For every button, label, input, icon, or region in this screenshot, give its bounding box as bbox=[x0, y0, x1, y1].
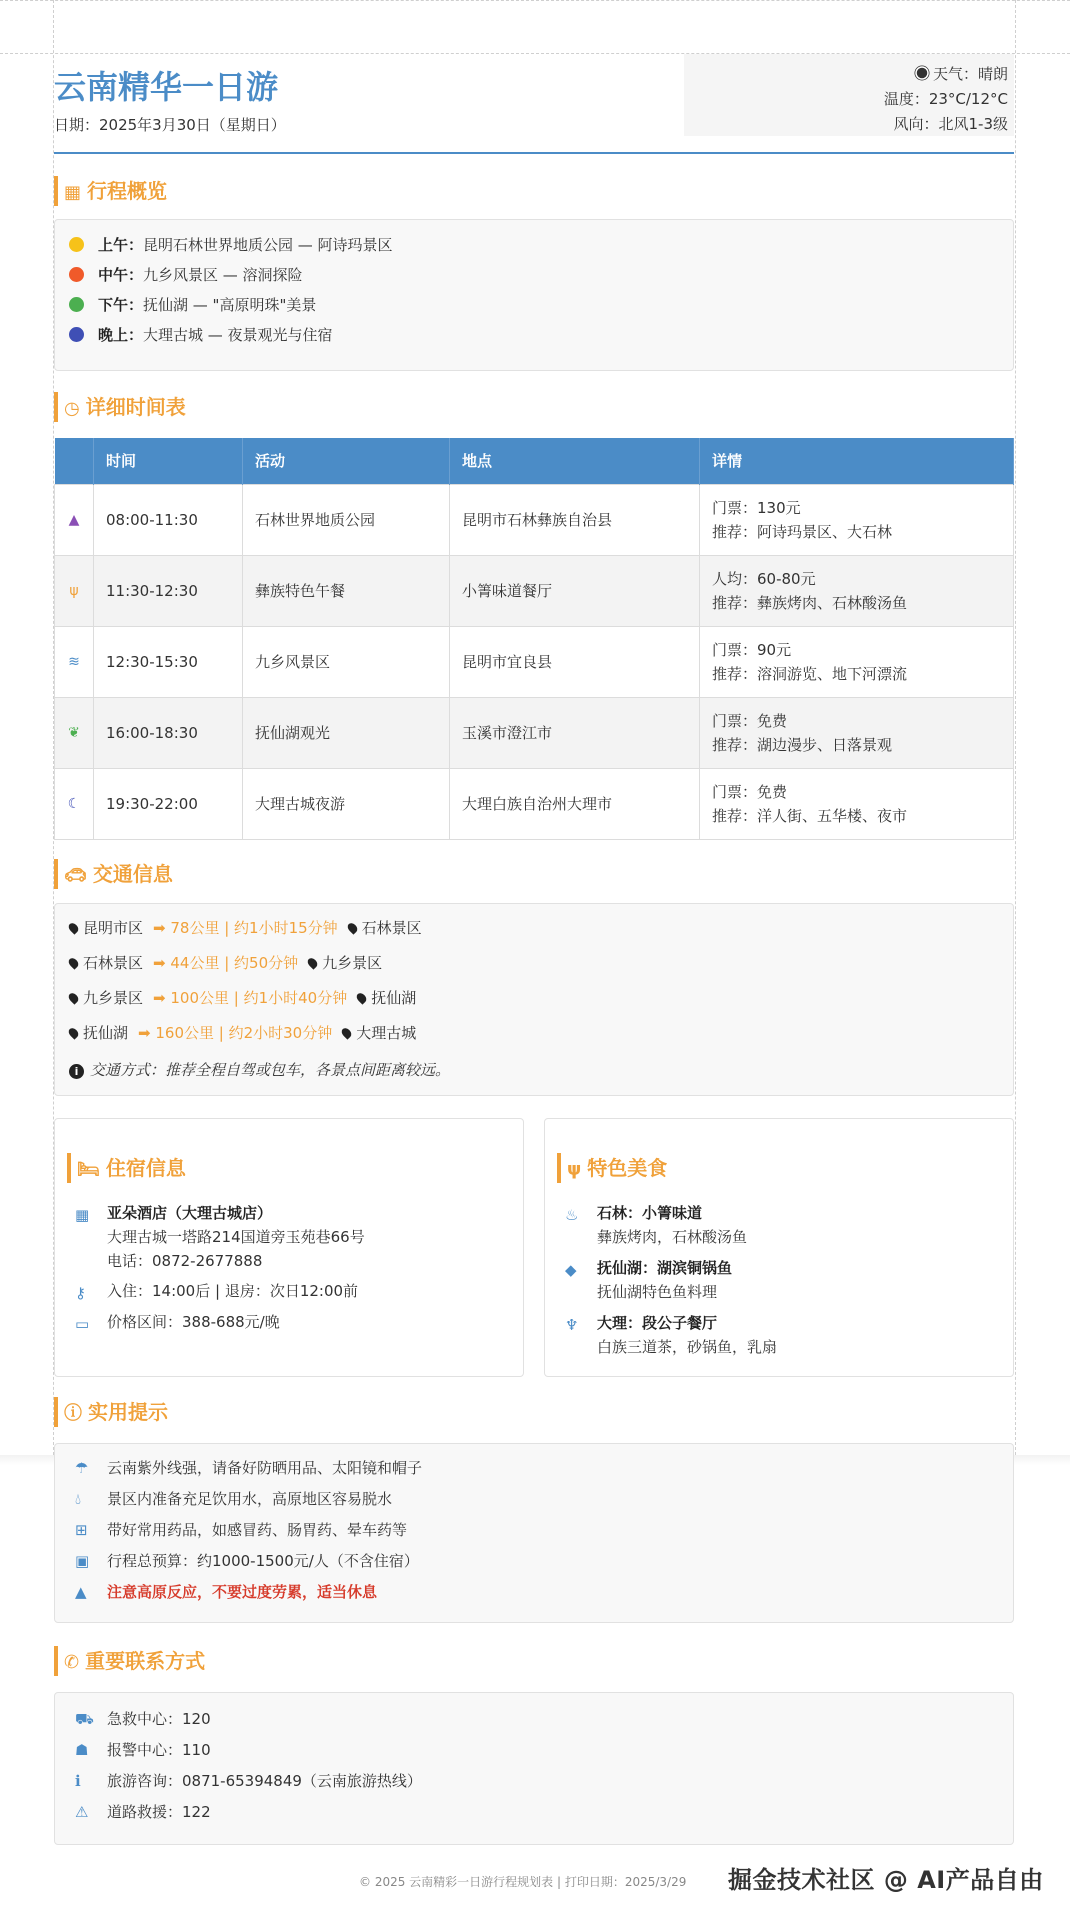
map-pin-icon bbox=[67, 921, 80, 934]
food-heading: ψ 特色美食 bbox=[557, 1153, 667, 1183]
row-location: 玉溪市澄江市 bbox=[450, 697, 700, 768]
hotel-address: 大理古城一塔路214国道旁玉苑巷66号 bbox=[107, 1228, 365, 1246]
row-detail: 门票：免费 推荐：洋人街、五华楼、夜市 bbox=[700, 768, 1014, 839]
table-header: 时间 bbox=[94, 438, 243, 484]
row-detail: 门票：90元 推荐：溶洞游览、地下河漂流 bbox=[700, 626, 1014, 697]
map-pin-icon bbox=[67, 956, 80, 969]
contact-item: ℹ 旅游咨询：0871-65394849（云南旅游热线） bbox=[75, 1769, 422, 1793]
hotel-info bbox=[75, 1201, 365, 1273]
car-icon: 🚗︎ bbox=[64, 865, 87, 886]
row-time: 19:30-22:00 bbox=[94, 768, 243, 839]
moon-icon: ☾ bbox=[67, 796, 81, 812]
clock-icon: ◷ bbox=[64, 398, 80, 419]
drumstick-icon: ♨ bbox=[565, 1206, 579, 1224]
tips-card bbox=[54, 1443, 1014, 1623]
water-drop-icon: 💧︎ bbox=[75, 1490, 82, 1508]
row-activity: 九乡风景区 bbox=[243, 626, 450, 697]
table-row bbox=[55, 768, 1014, 839]
map-pin-icon bbox=[67, 991, 80, 1004]
row-location: 大理白族自治州大理市 bbox=[450, 768, 700, 839]
info-icon: ℹ bbox=[75, 1772, 81, 1790]
overview-item: 晚上：大理古城 — 夜景观光与住宿 bbox=[69, 324, 333, 346]
lodging-heading: 🛏︎ 住宿信息 bbox=[67, 1153, 186, 1183]
row-location: 昆明市宜良县 bbox=[450, 626, 700, 697]
evening-dot-icon bbox=[69, 327, 84, 342]
map-pin-icon bbox=[340, 1026, 353, 1039]
car-crash-icon: ⚠ bbox=[75, 1803, 89, 1821]
food-card bbox=[544, 1118, 1014, 1377]
phone-icon: ✆ bbox=[64, 1652, 80, 1673]
mountain-icon: ▲ bbox=[68, 512, 80, 528]
ambulance-icon: ⛟ bbox=[75, 1710, 94, 1728]
noon-dot-icon bbox=[69, 267, 84, 282]
money-icon: ▣ bbox=[75, 1552, 90, 1570]
watermark: 掘金技术社区 @ AI产品自由 bbox=[728, 1866, 1044, 1894]
leaf-icon: ❦ bbox=[68, 725, 80, 741]
overview-card bbox=[54, 219, 1014, 371]
afternoon-dot-icon bbox=[69, 297, 84, 312]
overview-heading: ▦ 行程概览 bbox=[54, 176, 167, 206]
tip-item: ☂ 云南紫外线强，请备好防晒用品、太阳镜和帽子 bbox=[75, 1456, 422, 1480]
fish-icon: ◆ bbox=[565, 1261, 577, 1279]
utensils-icon: ψ bbox=[69, 583, 79, 599]
food-item: ◆ 抚仙湖：湖滨铜锅鱼 抚仙湖特色鱼料理 bbox=[565, 1259, 733, 1301]
calendar-icon: ▦ bbox=[64, 182, 82, 203]
table-header-row bbox=[55, 438, 1014, 484]
row-time: 11:30-12:30 bbox=[94, 555, 243, 626]
medkit-icon: ⊞ bbox=[75, 1521, 88, 1539]
row-activity: 彝族特色午餐 bbox=[243, 555, 450, 626]
price-info: ▭ 价格区间：388-688元/晚 bbox=[75, 1310, 280, 1334]
table-row bbox=[55, 697, 1014, 768]
hotel-phone: 电话：0872-2677888 bbox=[107, 1252, 263, 1270]
contacts-heading: ✆ 重要联系方式 bbox=[54, 1646, 205, 1676]
row-time: 12:30-15:30 bbox=[94, 626, 243, 697]
guide-line bbox=[0, 0, 1070, 1]
table-row bbox=[55, 555, 1014, 626]
credit-card-icon: ▭ bbox=[75, 1315, 90, 1333]
row-detail: 人均：60-80元 推荐：彝族烤肉、石林酸汤鱼 bbox=[700, 555, 1014, 626]
overview-item: 上午：昆明石林世界地质公园 — 阿诗玛景区 bbox=[69, 234, 393, 256]
route-row: 九乡景区 ➡ 100公里 | 约1小时40分钟 抚仙湖 bbox=[69, 986, 416, 1010]
tip-item: ⊞ 带好常用药品，如感冒药、肠胃药、晕车药等 bbox=[75, 1518, 407, 1542]
table-header: 详情 bbox=[700, 438, 1014, 484]
sun-icon bbox=[917, 68, 928, 79]
weather-box bbox=[684, 54, 1014, 136]
lodging-card bbox=[54, 1118, 524, 1377]
overview-item: 中午：九乡风景区 — 溶洞探险 bbox=[69, 264, 303, 286]
transport-heading: 🚗︎ 交通信息 bbox=[54, 859, 173, 889]
row-time: 08:00-11:30 bbox=[94, 484, 243, 555]
map-pin-icon bbox=[345, 921, 358, 934]
table-header: 活动 bbox=[243, 438, 450, 484]
table-header-icon bbox=[55, 438, 94, 484]
wind-text: 风向：北风1-3级 bbox=[893, 115, 1008, 133]
morning-dot-icon bbox=[69, 237, 84, 252]
table-row bbox=[55, 484, 1014, 555]
tip-item: 💧︎ 景区内准备充足饮用水，高原地区容易脱水 bbox=[75, 1487, 392, 1511]
row-detail: 门票：130元 推荐：阿诗玛景区、大石林 bbox=[700, 484, 1014, 555]
row-location: 小箐味道餐厅 bbox=[450, 555, 700, 626]
water-icon: ≋ bbox=[68, 654, 80, 670]
schedule-table bbox=[54, 438, 1014, 840]
row-location: 昆明市石林彝族自治县 bbox=[450, 484, 700, 555]
umbrella-icon: ☂ bbox=[75, 1459, 89, 1477]
footer: © 2025 云南精彩一日游行程规划表 | 打印日期：2025/3/29 bbox=[359, 1875, 687, 1889]
table-row bbox=[55, 626, 1014, 697]
utensils-icon: ψ bbox=[567, 1159, 582, 1180]
temperature-text: 温度：23°C/12°C bbox=[883, 90, 1008, 108]
bed-icon: 🛏︎ bbox=[77, 1159, 100, 1180]
table-header: 地点 bbox=[450, 438, 700, 484]
contact-item: ⚠ 道路救援：122 bbox=[75, 1800, 211, 1824]
row-detail: 门票：免费 推荐：湖边漫步、日落景观 bbox=[700, 697, 1014, 768]
route-row: 抚仙湖 ➡ 160公里 | 约2小时30分钟 大理古城 bbox=[69, 1021, 416, 1045]
header bbox=[54, 54, 1014, 154]
info-icon: ⓘ bbox=[64, 1403, 82, 1424]
trip-date: 日期：2025年3月30日（星期日） bbox=[54, 116, 286, 134]
tip-item: ▣ 行程总预算：约1000-1500元/人（不含住宿） bbox=[75, 1549, 419, 1573]
contact-item: ⛟ 急救中心：120 bbox=[75, 1707, 211, 1731]
map-pin-icon bbox=[306, 956, 319, 969]
info-icon: i bbox=[69, 1064, 84, 1079]
warning-icon: ▲ bbox=[75, 1583, 87, 1601]
contacts-card bbox=[54, 1692, 1014, 1845]
route-row: 石林景区 ➡ 44公里 | 约50分钟 九乡景区 bbox=[69, 951, 382, 975]
map-pin-icon bbox=[355, 991, 368, 1004]
schedule-heading: ◷ 详细时间表 bbox=[54, 392, 186, 422]
itinerary-page bbox=[54, 54, 1014, 1821]
hotel-name: 亚朵酒店（大理古城店） bbox=[107, 1204, 273, 1222]
key-icon: ⚷ bbox=[75, 1284, 86, 1302]
route-row: 昆明市区 ➡ 78公里 | 约1小时15分钟 石林景区 bbox=[69, 916, 422, 940]
weather-text: 天气：晴朗 bbox=[932, 65, 1008, 83]
map-pin-icon bbox=[67, 1026, 80, 1039]
building-icon: ▦ bbox=[75, 1206, 90, 1224]
checkin-info: ⚷ 入住：14:00后 | 退房：次日12:00前 bbox=[75, 1279, 358, 1303]
tip-item: ▲ 注意高原反应，不要过度劳累，适当休息 bbox=[75, 1580, 377, 1604]
row-activity: 大理古城夜游 bbox=[243, 768, 450, 839]
wine-glass-icon: ♆ bbox=[565, 1316, 579, 1334]
page-title: 云南精华一日游 bbox=[54, 68, 279, 106]
row-activity: 石林世界地质公园 bbox=[243, 484, 450, 555]
contact-item: ☗ 报警中心：110 bbox=[75, 1738, 211, 1762]
transport-note: i 交通方式：推荐全程自驾或包车，各景点间距离较远。 bbox=[69, 1058, 450, 1082]
police-icon: ☗ bbox=[75, 1741, 89, 1759]
tips-heading: ⓘ 实用提示 bbox=[54, 1397, 168, 1427]
overview-item: 下午：抚仙湖 — "高原明珠"美景 bbox=[69, 294, 316, 316]
transport-card bbox=[54, 903, 1014, 1096]
food-item: ♨ 石林：小箐味道 彝族烤肉，石林酸汤鱼 bbox=[565, 1204, 748, 1246]
food-item: ♆ 大理：段公子餐厅 白族三道茶，砂锅鱼，乳扇 bbox=[565, 1314, 778, 1356]
guide-line bbox=[1015, 0, 1016, 1460]
row-activity: 抚仙湖观光 bbox=[243, 697, 450, 768]
row-time: 16:00-18:30 bbox=[94, 697, 243, 768]
